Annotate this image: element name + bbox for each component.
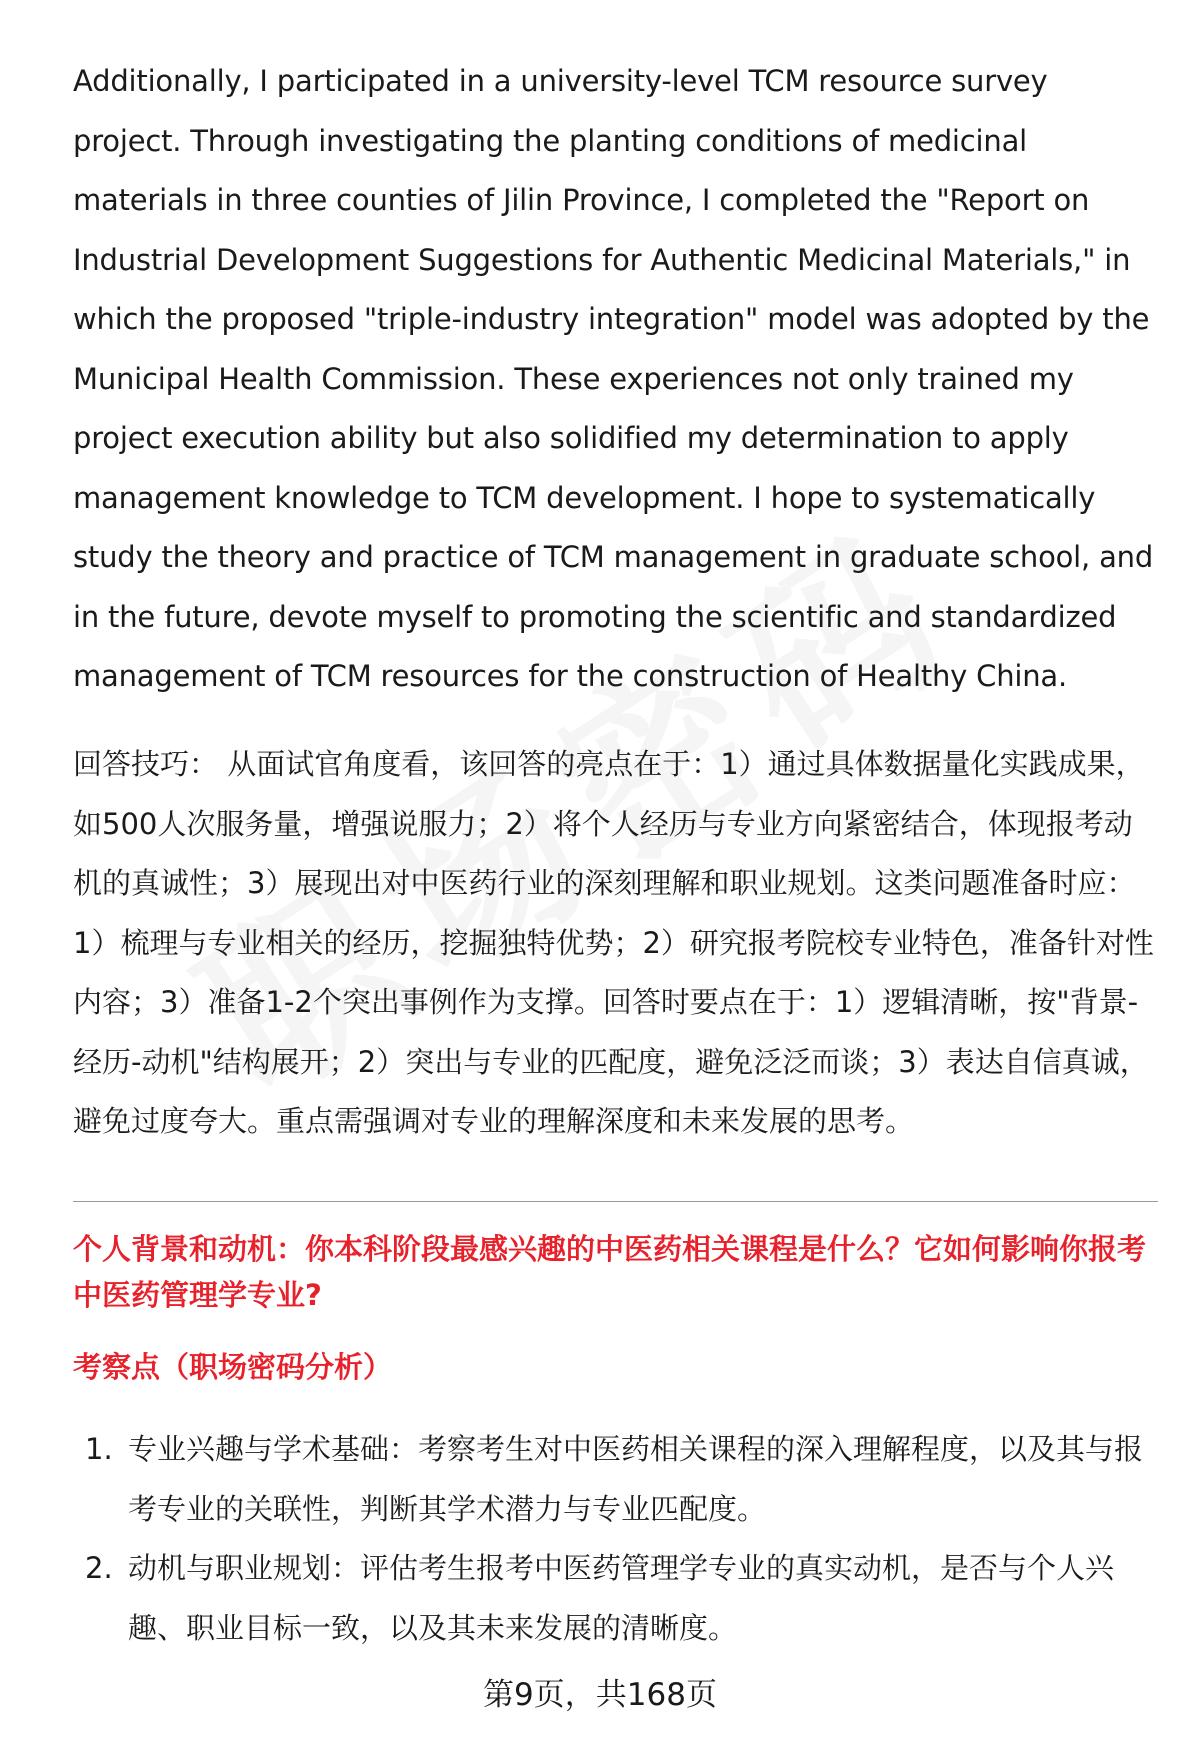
section-divider	[73, 1201, 1158, 1202]
list-item-text: 专业兴趣与学术基础：考察考生对中医药相关课程的深入理解程度，以及其与报考专业的关联性，判断其学术潜力与专业匹配度。	[128, 1432, 1144, 1526]
document-page	[73, 0, 1158, 1755]
list-item-number: 1.	[85, 1432, 113, 1466]
question-heading: 个人背景和动机：你本科阶段最感兴趣的中医药相关课程是什么？它如何影响你报考中医药管理学专业?	[73, 1232, 1147, 1312]
list-item-text: 动机与职业规划：评估考生报考中医药管理学专业的真实动机，是否与个人兴趣、职业目标一致，以及其未来发展的清晰度。	[128, 1551, 1115, 1645]
page-number-footer: 第9页，共168页	[483, 1677, 717, 1713]
list-item	[73, 1539, 1158, 1658]
english-paragraph: Additionally, I participated in a university-level TCM resource survey project. Through investigating the planting conditions of medicinal materials in three counties of Jilin Province, I completed the "Report on Industrial Development Suggestions for Authentic Medicinal Materials," in which the proposed "triple-industry integration" model was adopted by the Municipal Health Commission. These experiences not only trained my project execution ability but also solidified my determination to apply management knowledge to TCM development. I hope to systematically study the theory and practice of TCM management in graduate school, and in the future, devote myself to promoting the scientific and standardized management of TCM resources for the construction of Healthy China.	[73, 64, 1154, 693]
list-item-number: 2.	[85, 1551, 113, 1585]
assessment-points-heading: 考察点（职场密码分析）	[73, 1350, 393, 1384]
list-item	[73, 1420, 1158, 1539]
answer-tips-paragraph: 回答技巧： 从面试官角度看，该回答的亮点在于：1）通过具体数据量化实践成果，如500人次服务量，增强说服力；2）将个人经历与专业方向紧密结合，体现报考动机的真诚性；3）展现出对中医药行业的深刻理解和职业规划。这类问题准备时应：1）梳理与专业相关的经历，挖掘独特优势；2）研究报考院校专业特色，准备针对性内容；3）准备1-2个突出事例作为支撑。回答时要点在于：1）逻辑清晰，按"背景-经历-动机"结构展开；2）突出与专业的匹配度，避免泛泛而谈；3）表达自信真诚，避免过度夸大。重点需强调对专业的理解深度和未来发展的思考。	[73, 747, 1154, 1138]
assessment-points-list	[73, 1420, 1158, 1658]
